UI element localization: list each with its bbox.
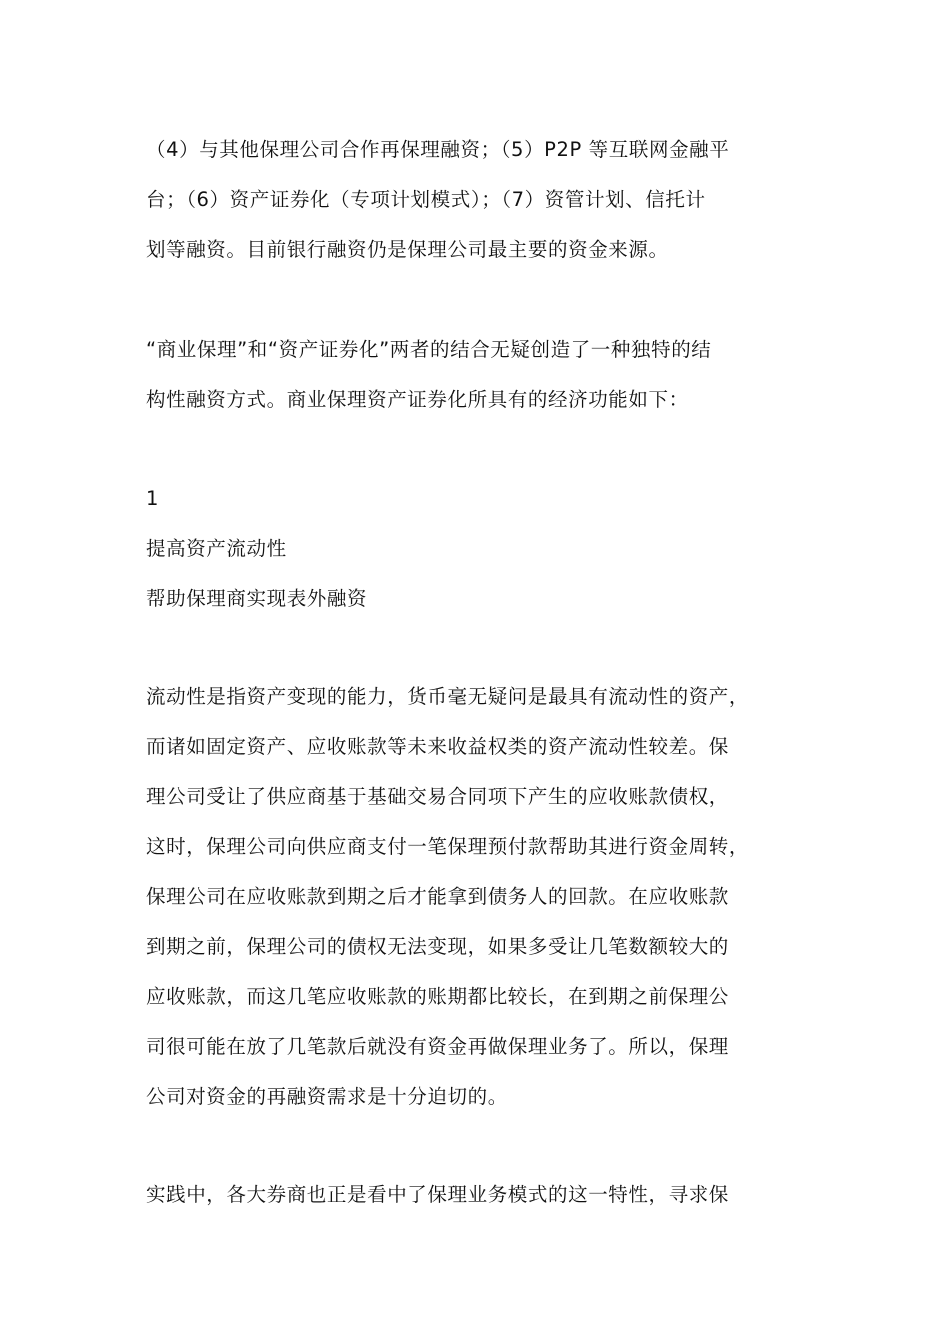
- section-number: 1: [146, 487, 160, 510]
- text-line: 司很可能在放了几笔款后就没有资金再做保理业务了。所以，保理: [146, 1035, 729, 1058]
- text-line: 理公司受让了供应商基于基础交易合同项下产生的应收账款债权，: [146, 785, 729, 808]
- section-title: 提高资产流动性: [146, 537, 287, 560]
- text-line: 流动性是指资产变现的能力，货币毫无疑问是最具有流动性的资产，: [146, 685, 750, 708]
- text-line: 划等融资。目前银行融资仍是保理公司最主要的资金来源。: [146, 238, 669, 261]
- text-line: “商业保理”和“资产证券化”两者的结合无疑创造了一种独特的结: [146, 338, 712, 361]
- text-line: （4）与其他保理公司合作再保理融资；（5）P2P 等互联网金融平: [146, 138, 730, 161]
- text-line: 这时，保理公司向供应商支付一笔保理预付款帮助其进行资金周转，: [146, 835, 750, 858]
- text-line: 而诸如固定资产、应收账款等未来收益权类的资产流动性较差。保: [146, 735, 729, 758]
- text-line: 实践中，各大券商也正是看中了保理业务模式的这一特性，寻求保: [146, 1183, 729, 1206]
- paragraph-financing-channels: [146, 138, 826, 262]
- section-heading: [146, 487, 826, 611]
- section-subtitle: 帮助保理商实现表外融资: [146, 587, 368, 610]
- paragraph-liquidity: [146, 685, 826, 1109]
- text-line: 公司对资金的再融资需求是十分迫切的。: [146, 1085, 508, 1108]
- text-line: 构性融资方式。商业保理资产证券化所具有的经济功能如下：: [146, 388, 689, 411]
- text-line: 到期之前，保理公司的债权无法变现，如果多受让几笔数额较大的: [146, 935, 729, 958]
- text-line: 台；（6）资产证券化（专项计划模式）；（7）资管计划、信托计: [146, 188, 706, 211]
- text-line: 保理公司在应收账款到期之后才能拿到债务人的回款。在应收账款: [146, 885, 729, 908]
- paragraph-factoring-securitization: [146, 338, 826, 412]
- paragraph-practice: [146, 1183, 826, 1207]
- text-line: 应收账款，而这几笔应收账款的账期都比较长，在到期之前保理公: [146, 985, 729, 1008]
